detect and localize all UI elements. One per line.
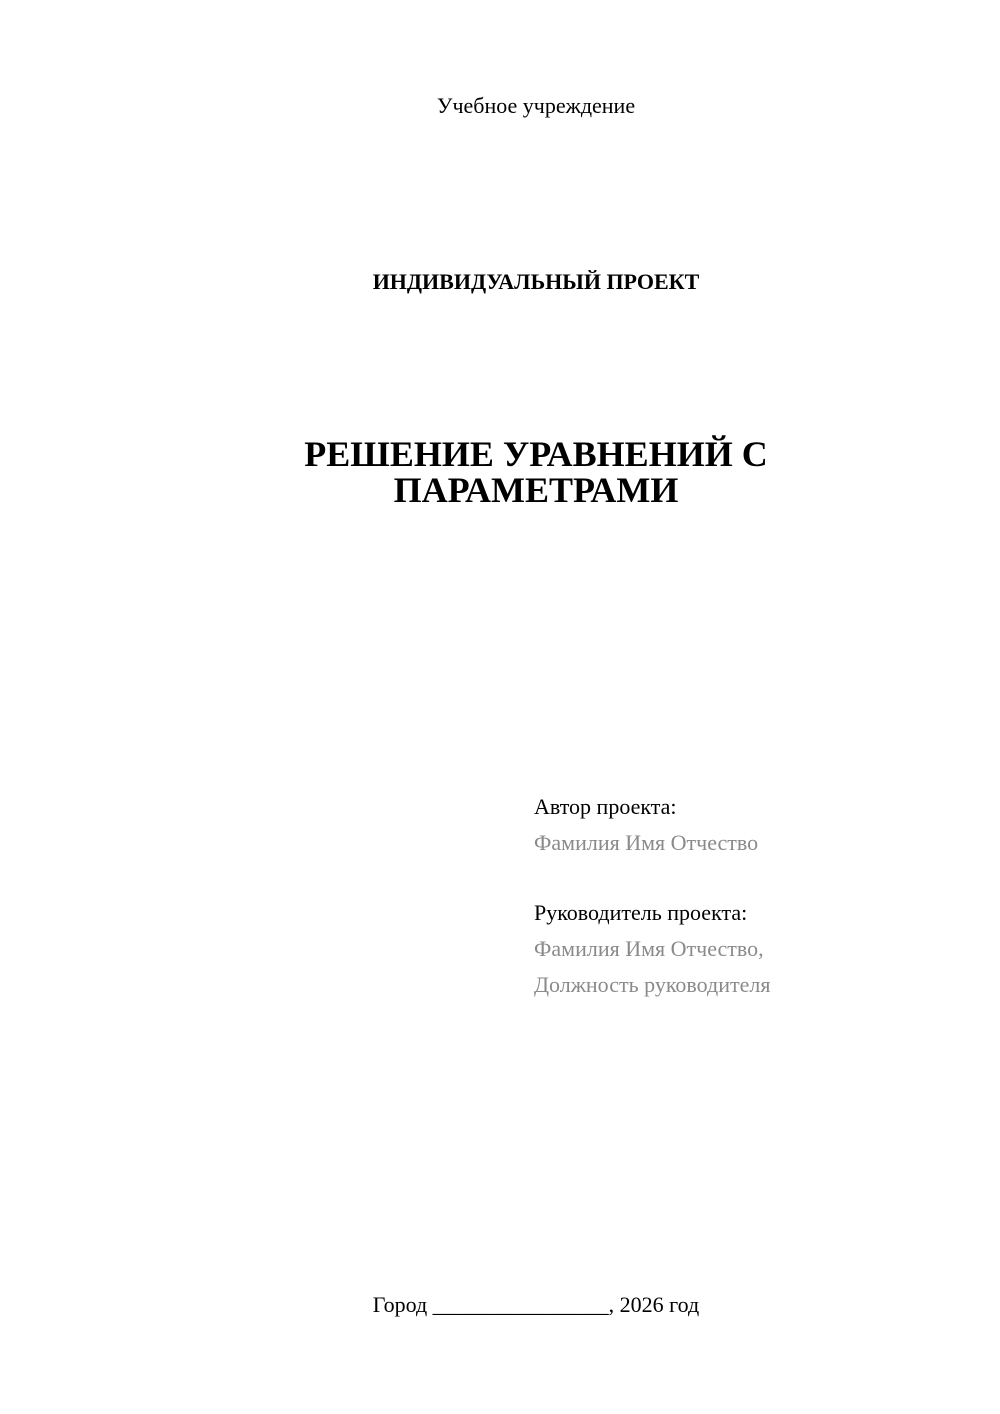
project-title [0, 436, 1000, 508]
supervisor-position-placeholder: Должность руководителя [534, 972, 771, 997]
credits-spacer [534, 861, 770, 895]
institution-name: Учебное учреждение [436, 93, 636, 118]
supervisor-label: Руководитель проекта: [534, 900, 748, 925]
city-year-line: Город ________________, 2026 год [372, 1292, 700, 1317]
project-title-line-2: ПАРАМЕТРАМИ [393, 470, 679, 510]
author-label: Автор проекта: [534, 794, 677, 819]
credits-block [534, 789, 770, 1003]
supervisor-name-placeholder: Фамилия Имя Отчество, [534, 936, 764, 961]
document-type: ИНДИВИДУАЛЬНЫЙ ПРОЕКТ [372, 269, 700, 294]
project-title-line-1: РЕШЕНИЕ УРАВНЕНИЙ С [304, 434, 768, 474]
author-name-placeholder: Фамилия Имя Отчество [534, 830, 759, 855]
